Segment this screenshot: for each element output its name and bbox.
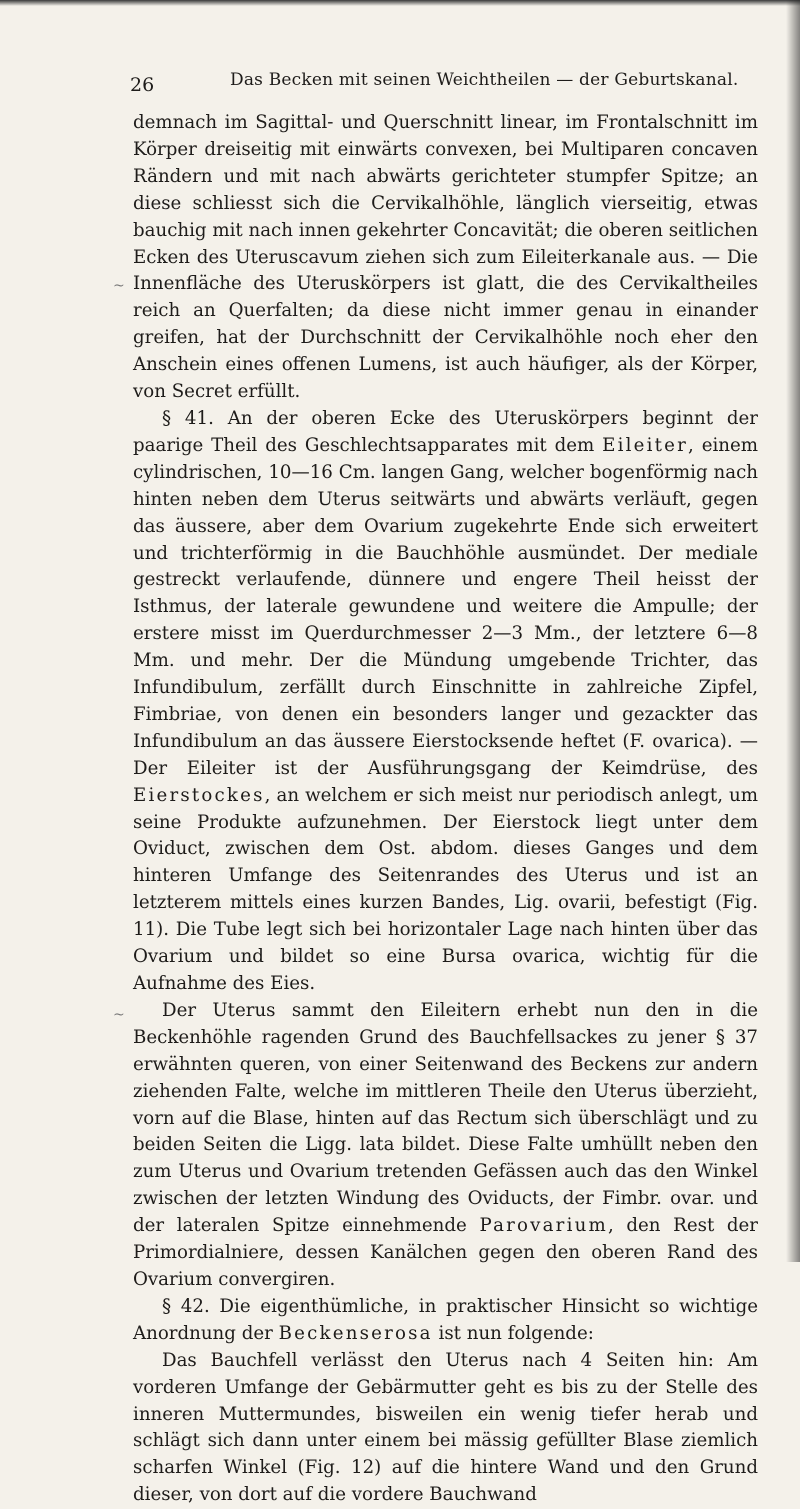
paragraph-section-41 xyxy=(133,406,758,998)
paragraph xyxy=(133,998,758,1294)
running-head xyxy=(130,70,770,96)
spaced-term-eierstockes: Eierstockes xyxy=(133,784,265,806)
page-top-edge-shadow xyxy=(0,0,800,6)
margin-mark: ~ xyxy=(113,1007,125,1023)
text-run: , einem cylindrischen, 10—16 Cm. langen Gang, welcher bogenförmig nach hinten neben dem Uterus seitwärts und abwärts verläuft, gegen das äussere, aber dem Ovarium zugekehrte Ende sich erweitert und trichterförmig in die Bauchhöhle ausmündet. Der mediale gestreckt verlaufende, dünnere und engere Theil heisst der Isthmus, der laterale gewundene und weitere die Ampulle; der erstere misst im Querdurchmesser 2—3 Mm., der letztere 6—8 Mm. und mehr. Der die Mündung umgebende Trichter, das Infundibulum, zerfällt durch Einschnitte in zahlreiche Zipfel, Fimbriae, von denen ein besonders langer und gezackter das Infundibulum an das äussere Eierstocksende heftet (F. ovarica). — Der Eileiter ist der Ausführungsgang der Keimdrüse, des xyxy=(133,434,758,779)
paragraph-section-42 xyxy=(133,1294,758,1348)
body-text xyxy=(133,110,758,1509)
page-right-edge-shadow xyxy=(786,0,800,1262)
text-run: , an welchem er sich meist nur periodisch anlegt, um seine Produkte aufzunehmen. Der Eierstock liegt unter dem Oviduct, zwischen dem Ost. abdom. dieses Ganges und dem hinteren Umfange des Seitenrandes des Uterus und ist an letzterem mittels eines kurzen Bandes, Lig. ovarii, befestigt (Fig. 11). Die Tube legt sich bei horizontaler Lage nach hinten über das Ovarium und bildet so eine Bursa ovarica, wichtig für die Aufnahme des Eies. xyxy=(133,784,758,994)
text-run: , den Rest der Primordialniere, dessen Kanälchen gegen den oberen Rand des Ovarium convergiren. xyxy=(133,1215,758,1290)
text-run: § 41. An der oberen Ecke des Uteruskörpers beginnt der paarige Theil des Geschlechtsapparates mit dem xyxy=(133,407,758,456)
spaced-term-parovarium: Parovarium xyxy=(479,1215,608,1237)
spaced-term-eileiter: Eileiter xyxy=(602,434,689,456)
text-run: ist nun folgende: xyxy=(432,1322,594,1344)
text-run: § 42. Die eigenthümliche, in praktischer Hinsicht so wichtige Anordnung der xyxy=(133,1295,758,1344)
spaced-term-beckenserosa: Beckenserosa xyxy=(278,1322,433,1344)
paragraph: Das Bauchfell verlässt den Uterus nach 4 Seiten hin: Am vorderen Umfange der Gebärmutter geht es bis zu der Stelle des inneren Muttermundes, bisweilen ein wenig tiefer herab und schlägt sich dann unter einem bei mässig gefüllter Blase ziemlich scharfen Winkel (Fig. 12) auf die hintere Wand und den Grund dieser, von dort auf die vordere Bauchwand xyxy=(133,1349,758,1506)
paragraph: demnach im Sagittal- und Querschnitt linear, im Frontalschnitt im Körper dreiseitig mit einwärts convexen, bei Multiparen concaven Rändern und mit nach abwärts gerichteter stumpfer Spitze; an diese schliesst sich die Cervikalhöhle, länglich vierseitig, etwas bauchig mit nach innen gekehrter Concavität; die oberen seitlichen Ecken des Uteruscavum ziehen sich zum Eileiterkanale aus. — Die Innenfläche des Uteruskörpers ist glatt, die des Cervikaltheiles reich an Querfalten; da diese nicht immer genau in einander greifen, hat der Durchschnitt der Cervikalhöhle noch eher den Anschein eines offenen Lumens, ist auch häufiger, als der Körper, von Secret erfüllt. xyxy=(133,112,758,403)
margin-mark: ~ xyxy=(113,278,125,294)
header-title: Das Becken mit seinen Weichtheilen — der Geburtskanal. xyxy=(230,70,739,90)
page-number: 26 xyxy=(130,74,155,96)
text-run: Der Uterus sammt den Eileitern erhebt nun den in die Beckenhöhle ragenden Grund des Bauchfellsackes zu jener § 37 erwähnten queren, von einer Seitenwand des Beckens zur andern ziehenden Falte, welche im mittleren Theile den Uterus überzieht, vorn auf die Blase, hinten auf das Rectum sich überschlägt und zu beiden Seiten die Ligg. lata bildet. Diese Falte umhüllt neben den zum Uterus und Ovarium tretenden Gefässen auch das den Winkel zwischen der letzten Windung des Oviducts, der Fimbr. ovar. und der lateralen Spitze einnehmende xyxy=(133,999,758,1237)
